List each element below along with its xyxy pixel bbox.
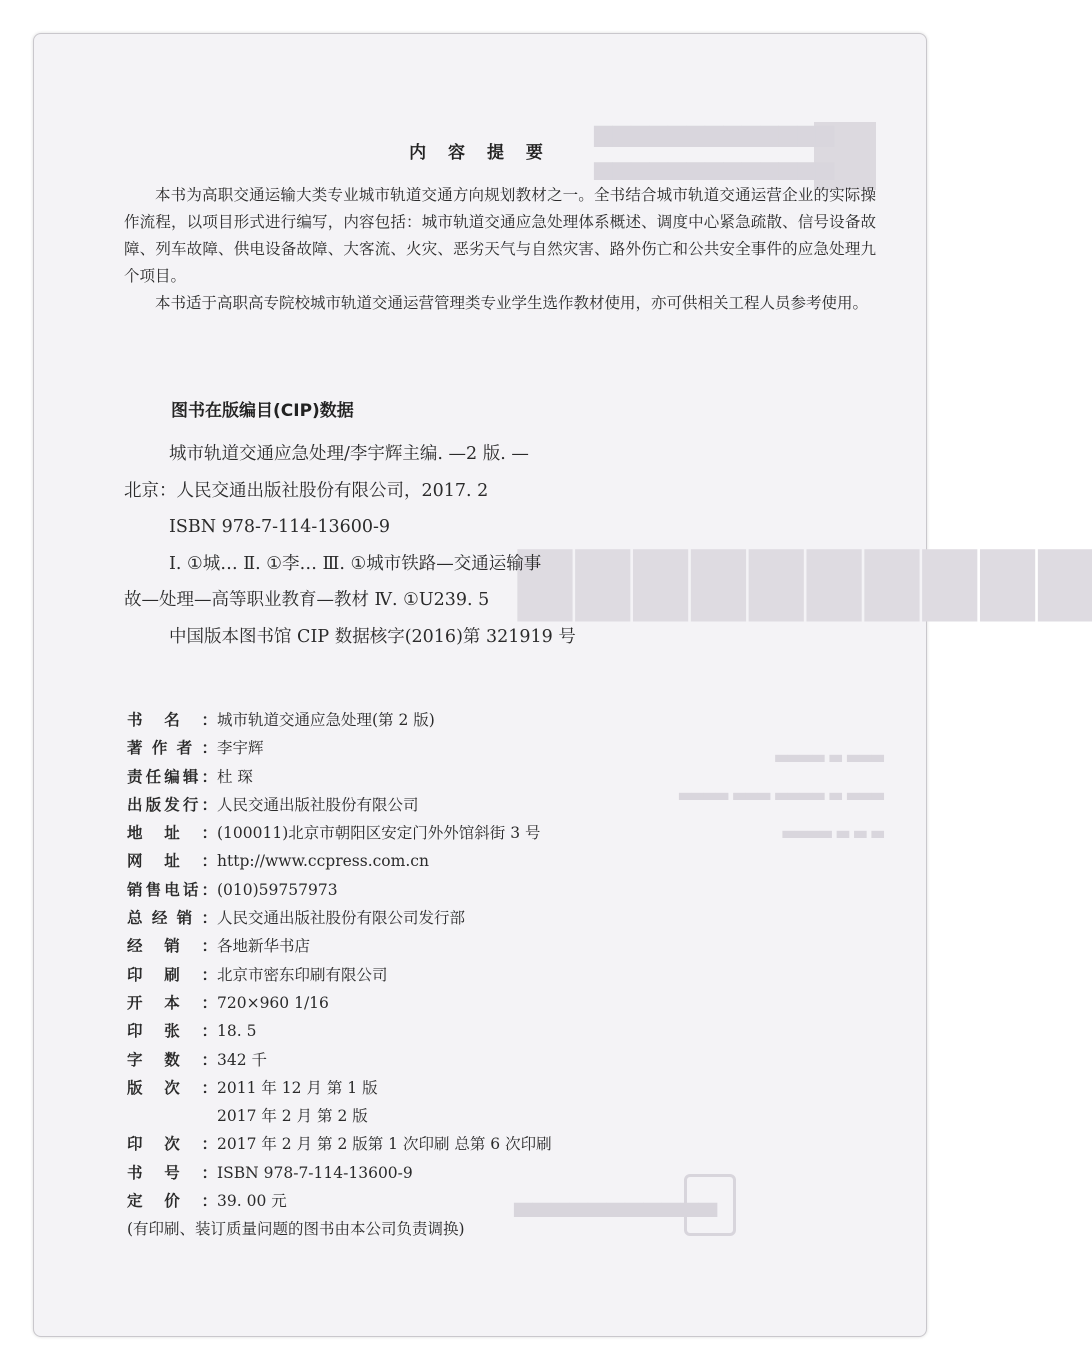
info-value: 杜 琛 [217, 767, 253, 786]
quality-note: (有印刷、装订质量问题的图书由本公司负责调换) [127, 1220, 465, 1239]
bleed-through-mark: ▄▄▄▄▄▄▄▄▄▄▄ [514, 1189, 718, 1217]
cip-line: 中国版本图书馆 CIP 数据核字(2016)第 321919 号 [169, 626, 576, 647]
info-row [127, 1102, 552, 1130]
info-label: 著 作 者 ： [127, 739, 217, 758]
info-value: 720×960 1/16 [217, 993, 329, 1012]
info-row [127, 932, 552, 960]
abstract-title: 内 容 提 要 [409, 143, 551, 163]
info-row [127, 1017, 552, 1045]
info-value: 北京市密东印刷有限公司 [217, 965, 388, 984]
info-row [127, 791, 552, 819]
info-label: 出 版 发 行 ： [127, 795, 217, 814]
bleed-through-mark: ▆▆▆▆▆▆▆▆▆▆▆▆▆ [594, 119, 834, 147]
info-value: (100011)北京市朝阳区安定门外外馆斜街 3 号 [217, 824, 541, 843]
info-label [127, 1102, 217, 1130]
info-row [127, 989, 552, 1017]
info-label: 印 刷 ： [127, 965, 217, 984]
info-value: 2011 年 12 月 第 1 版 [217, 1078, 378, 1097]
info-value: 342 千 [217, 1050, 268, 1069]
info-row [127, 706, 552, 734]
info-row [127, 1187, 552, 1215]
info-row [127, 904, 552, 932]
info-value: 39. 00 元 [217, 1192, 287, 1211]
info-row [127, 1074, 552, 1102]
abstract-paragraph: 本书适于高职高专院校城市轨道交通运营管理类专业学生选作教材使用，亦可供相关工程人员参考使用。 [155, 294, 869, 312]
info-value: 城市轨道交通应急处理(第 2 版) [217, 711, 435, 729]
info-label: 定 价 ： [127, 1192, 217, 1211]
info-value: 李宇辉 [217, 739, 264, 758]
cip-line: 北京：人民交通出版社股份有限公司，2017. 2 [124, 480, 489, 501]
info-label: 印 次 ： [127, 1135, 217, 1154]
info-label: 销 售 电 话 ： [127, 880, 217, 899]
info-label: 地 址 ： [127, 824, 217, 843]
info-label: 版 次 ： [127, 1078, 217, 1097]
copyright-page [33, 33, 1092, 1337]
info-label: 字 数 ： [127, 1050, 217, 1069]
info-label: 经 销 ： [127, 937, 217, 956]
info-value: 人民交通出版社股份有限公司发行部 [217, 909, 466, 928]
info-value: http://www.ccpress.com.cn [217, 852, 429, 871]
cip-heading: 图书在版编目(CIP)数据 [171, 401, 354, 421]
cip-line: Ⅰ. ①城… Ⅱ. ①李… Ⅲ. ①城市铁路—交通运输事 [169, 553, 542, 574]
publication-info [127, 706, 552, 1244]
info-row [127, 763, 552, 791]
info-row [127, 1046, 552, 1074]
info-label: 印 张 ： [127, 1022, 217, 1041]
info-value: 2017 年 2 月 第 2 版 [217, 1107, 368, 1126]
info-value: 人民交通出版社股份有限公司 [217, 795, 419, 814]
info-label: 书 名 ： [127, 711, 217, 729]
info-value: 各地新华书店 [217, 937, 311, 956]
info-label: 开 本 ： [127, 993, 217, 1012]
info-row [127, 961, 552, 989]
info-value: 2017 年 2 月 第 2 版第 1 次印刷 总第 6 次印刷 [217, 1135, 552, 1154]
info-label: 网 址 ： [127, 852, 217, 871]
cip-line: ISBN 978-7-114-13600-9 [169, 517, 391, 537]
abstract-paragraph: 本书为高职交通运输大类专业城市轨道交通方向规划教材之一。全书结合城市轨道交通运营企业的实际操作流程，以项目形式进行编写，内容包括：城市轨道交通应急处理体系概述、调度中心紧急疏散、信号设备故障、列车故障、供电设备故障、大客流、火灾、恶劣天气与自然灾害、路外伤亡和公共安全事件的应急处理九个项目。 [124, 186, 876, 285]
info-row [127, 734, 552, 762]
abstract-body [124, 182, 876, 317]
bleed-through-mark: ▃▃▃ ▃ ▃▃▃▃ ▃▃▃ ▃ ▃▃▃▃ ▃▃▃ ▃▃▃▃ ▃ ▃ ▃ ▃▃▃▃ [679, 743, 884, 838]
info-label: 责 任 编 辑 ： [127, 767, 217, 786]
info-value: (010)59757973 [217, 880, 338, 899]
info-row [127, 1130, 552, 1158]
info-row [127, 819, 552, 847]
bleed-through-title: ▇▇▇▇▇▇▇▇▇▇ [514, 539, 1092, 621]
info-row [127, 1159, 552, 1187]
cip-line: 城市轨道交通应急处理/李宇辉主编. —2 版. — [169, 444, 529, 464]
info-value: 18. 5 [217, 1022, 257, 1041]
cip-line: 故—处理—高等职业教育—教材 Ⅳ. ①U239. 5 [124, 590, 490, 610]
info-row [127, 876, 552, 904]
info-value: ISBN 978-7-114-13600-9 [217, 1163, 413, 1182]
info-label: 总 经 销 ： [127, 909, 217, 928]
info-label: 书 号 ： [127, 1163, 217, 1182]
cip-data [124, 436, 704, 655]
info-row [127, 847, 552, 875]
bleed-through-mark: ▅▅▅▅▅▅▅▅▅▅▅▅▅ [594, 152, 834, 180]
